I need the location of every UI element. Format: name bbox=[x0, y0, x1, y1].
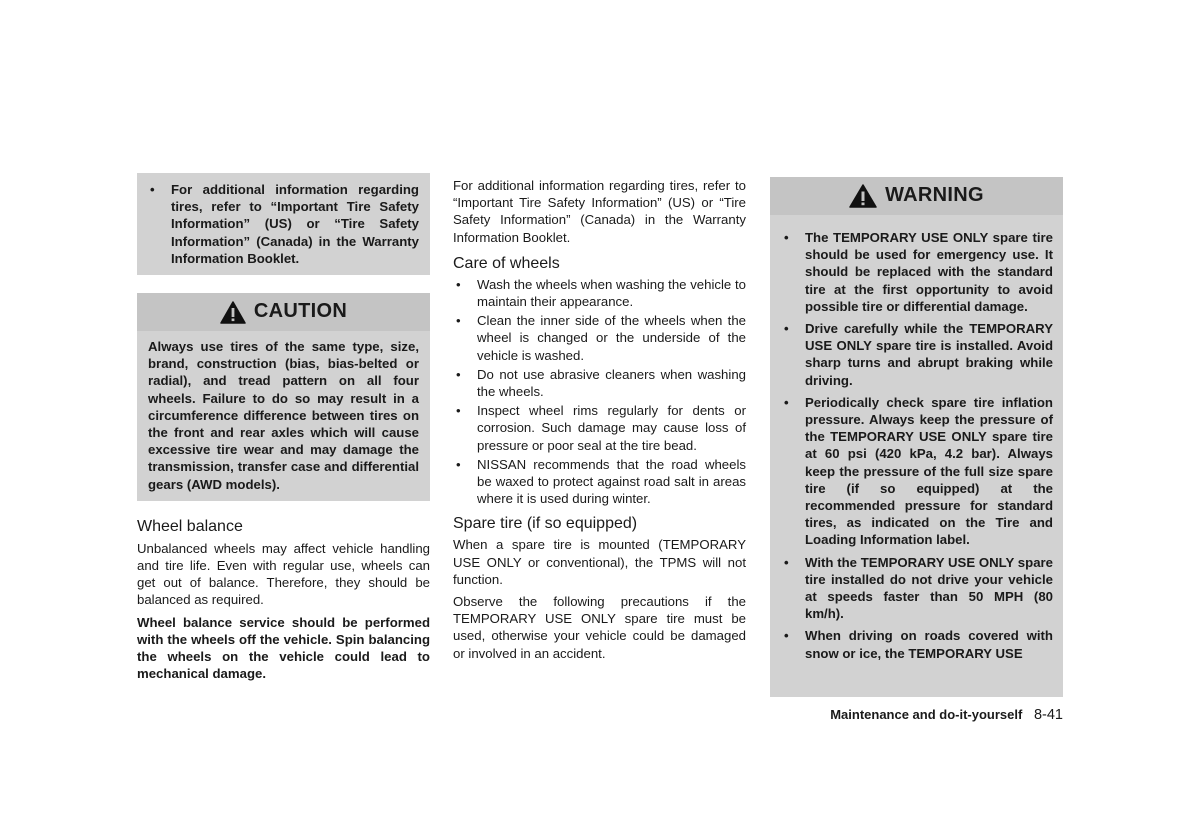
caution-title: CAUTION bbox=[253, 300, 348, 323]
bullet-icon: • bbox=[150, 182, 155, 197]
page-number: 8-41 bbox=[1033, 707, 1063, 723]
column-left bbox=[137, 173, 430, 682]
warning-box bbox=[770, 177, 1063, 697]
list-item: • Drive carefully while the TEMPORARY USE ONLY spare tire is installed. Avoid sharp turns and abrupt braking while driving. bbox=[784, 321, 1053, 388]
list-item: • NISSAN recommends that the road wheels be waxed to protect against road salt in areas where it is used during winter. bbox=[456, 456, 746, 507]
list-item: • Periodically check spare tire inflation pressure. Always keep the pressure of the TEMPORARY USE ONLY spare tire at 60 psi (420 kPa, 4.2 bar). Always keep the pressure of the full size spare tire (if so equipped) at the recommended pressure for standard tires, as indicated on the Tire and Loading Information label. bbox=[784, 394, 1053, 548]
bullet-icon: • bbox=[456, 366, 461, 382]
list-item: • With the TEMPORARY USE ONLY spare tire installed do not drive your vehicle at speeds faster than 50 MPH (80 km/h). bbox=[784, 554, 1053, 622]
wheel-balance-paragraph: Unbalanced wheels may affect vehicle handling and tire life. Even with regular use, wheels can get out of balance. Therefore, they should be balanced as required. bbox=[137, 540, 430, 608]
spare-tire-paragraph-2: Observe the following precautions if the TEMPORARY USE ONLY spare tire must be used, otherwise your vehicle could be damaged or involved in an accident. bbox=[453, 594, 746, 661]
warning-triangle-icon bbox=[849, 184, 877, 208]
footer-section: Maintenance and do-it-yourself bbox=[830, 707, 1023, 722]
list-item: • For additional information regarding tires, refer to “Important Tire Safety Information” (US) or “Tire Safety Information” (Canada) in the Warranty Information Booklet. bbox=[150, 182, 419, 266]
spare-tire-paragraph-1: When a spare tire is mounted (TEMPORARY USE ONLY or conventional), the TPMS will not function. bbox=[453, 537, 746, 587]
bullet-icon: • bbox=[456, 403, 461, 419]
tire-info-note-box bbox=[137, 173, 430, 275]
caution-box bbox=[137, 293, 430, 501]
bullet-icon: • bbox=[784, 554, 789, 570]
warning-triangle-icon bbox=[220, 301, 246, 324]
warning-list bbox=[770, 215, 1063, 662]
wheel-balance-heading: Wheel balance bbox=[137, 517, 243, 535]
column-middle bbox=[453, 177, 746, 662]
bullet-icon: • bbox=[784, 230, 789, 245]
list-item: • The TEMPORARY USE ONLY spare tire should be used for emergency use. It should be replaced with the standard tire at the first opportunity to avoid possible tire or differential damage. bbox=[784, 230, 1053, 314]
list-item: • When driving on roads covered with snow or ice, the TEMPORARY USE bbox=[784, 628, 1053, 661]
list-item: • Do not use abrasive cleaners when washing the wheels. bbox=[456, 366, 746, 400]
column-right bbox=[770, 177, 1063, 697]
intro-paragraph: For additional information regarding tires, refer to “Important Tire Safety Information” (US) or “Tire Safety Information” (Canada) in the Warranty Information Booklet. bbox=[453, 178, 746, 245]
warning-header bbox=[770, 177, 1063, 215]
wheel-balance-bold-paragraph: Wheel balance service should be performed with the wheels off the vehicle. Spin balancing the wheels on the vehicle could lead to mechanical damage. bbox=[137, 614, 430, 682]
list-item: • Wash the wheels when washing the vehicle to maintain their appearance. bbox=[456, 276, 746, 310]
warning-title: WARNING bbox=[885, 184, 984, 207]
bullet-icon: • bbox=[784, 628, 789, 644]
list-item: • Inspect wheel rims regularly for dents or corrosion. Such damage may cause loss of pressure or poor seal at the tire bead. bbox=[456, 403, 746, 453]
bullet-icon: • bbox=[784, 321, 789, 337]
caution-body: Always use tires of the same type, size, brand, construction (bias, bias-belted or radial), and tread pattern on all four wheels. Failure to do so may result in a circumference difference between tires on the front and rear axles which will cause excessive tire wear and may damage the transmission, transfer case and differential gears (AWD models). bbox=[137, 331, 430, 501]
bullet-icon: • bbox=[456, 456, 461, 472]
list-item: • Clean the inner side of the wheels when the wheel is changed or the underside of the vehicle is washed. bbox=[456, 313, 746, 363]
care-list bbox=[453, 276, 746, 508]
caution-header bbox=[137, 293, 430, 331]
care-of-wheels-heading: Care of wheels bbox=[453, 254, 560, 272]
page-footer bbox=[830, 706, 1063, 724]
bullet-icon: • bbox=[784, 394, 789, 410]
bullet-icon: • bbox=[456, 313, 461, 329]
bullet-icon: • bbox=[456, 276, 461, 292]
spare-tire-heading: Spare tire (if so equipped) bbox=[453, 515, 638, 533]
